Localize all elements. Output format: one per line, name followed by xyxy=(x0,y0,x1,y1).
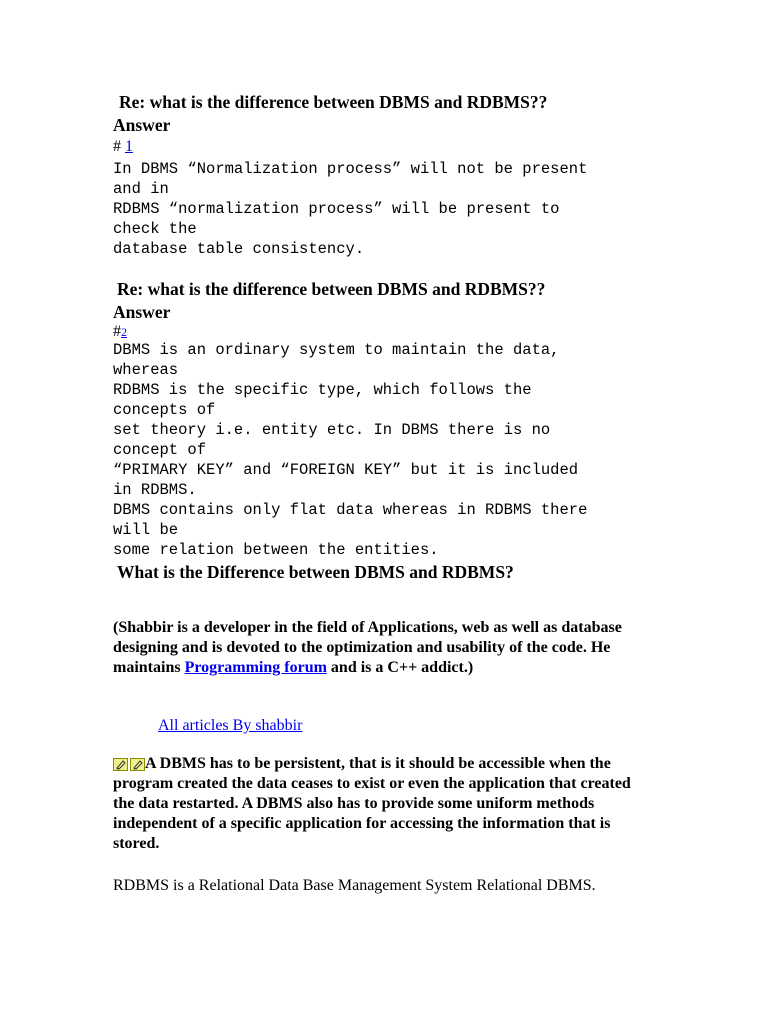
dbms-line: stored. xyxy=(113,835,160,852)
hash-mark: # xyxy=(113,323,121,340)
edit-icons xyxy=(113,758,145,771)
answer1-body xyxy=(113,159,587,259)
answer1-number xyxy=(113,138,133,156)
dbms-line: the data restarted. A DBMS also has to provide some uniform methods xyxy=(113,795,595,812)
dbms-text: A DBMS has to be persistent, that is it should be accessible when the xyxy=(145,755,611,772)
author-line: (Shabbir is a developer in the field of Applications, web as well as database xyxy=(113,619,622,636)
answer1-line: RDBMS “normalization process” will be present to xyxy=(113,200,560,218)
answer2-line: concept of xyxy=(113,441,207,459)
answer2-line: concepts of xyxy=(113,401,216,419)
rdbms-line: RDBMS is a Relational Data Base Management System Relational DBMS. xyxy=(113,877,596,894)
answer2-label: Answer xyxy=(113,302,171,322)
answer2-line: some relation between the entities. xyxy=(113,541,439,559)
pencil-icon xyxy=(113,758,128,771)
answer2-line: RDBMS is the specific type, which follows the xyxy=(113,381,532,399)
answer2-number xyxy=(113,323,127,341)
all-articles-wrapper xyxy=(158,716,302,736)
author-paragraph xyxy=(113,618,622,678)
answer1-number-link[interactable]: 1 xyxy=(125,138,133,155)
answer2-line: whereas xyxy=(113,361,179,379)
answer2-line: DBMS contains only flat data whereas in RDBMS there xyxy=(113,501,588,519)
dbms-paragraph xyxy=(113,754,631,854)
answer1-question: Re: what is the difference between DBMS and RDBMS?? xyxy=(119,92,548,112)
answer2-line: in RDBMS. xyxy=(113,481,197,499)
answer2-line: DBMS is an ordinary system to maintain the data, xyxy=(113,341,560,359)
answer2-number-link[interactable]: 2 xyxy=(121,325,127,339)
author-text: and is a C++ addict.) xyxy=(326,659,474,676)
programming-forum-link[interactable]: Programming forum xyxy=(184,659,327,676)
author-line xyxy=(113,658,622,678)
answer2-question: Re: what is the difference between DBMS and RDBMS?? xyxy=(117,279,546,299)
all-articles-link[interactable]: All articles By shabbir xyxy=(158,717,303,734)
pencil-icon xyxy=(130,758,145,771)
answer1-line: and in xyxy=(113,180,169,198)
answer1-label: Answer xyxy=(113,115,171,135)
answer1-line: database table consistency. xyxy=(113,240,365,258)
answer1-line: check the xyxy=(113,220,197,238)
dbms-line: independent of a specific application for accessing the information that is xyxy=(113,815,611,832)
dbms-line: program created the data ceases to exist or even the application that created xyxy=(113,775,631,792)
author-line: designing and is devoted to the optimization and usability of the code. He xyxy=(113,639,611,656)
author-text: maintains xyxy=(113,659,185,676)
answer2-line: “PRIMARY KEY” and “FOREIGN KEY” but it is included xyxy=(113,461,579,479)
answer2-body xyxy=(113,340,587,560)
dbms-line xyxy=(113,754,631,774)
answer2-line: will be xyxy=(113,521,179,539)
answer1-line: In DBMS “Normalization process” will not be present xyxy=(113,160,588,178)
answer2-line: set theory i.e. entity etc. In DBMS there is no xyxy=(113,421,551,439)
section-heading: What is the Difference between DBMS and RDBMS? xyxy=(117,562,514,582)
hash-mark: # xyxy=(113,138,121,155)
